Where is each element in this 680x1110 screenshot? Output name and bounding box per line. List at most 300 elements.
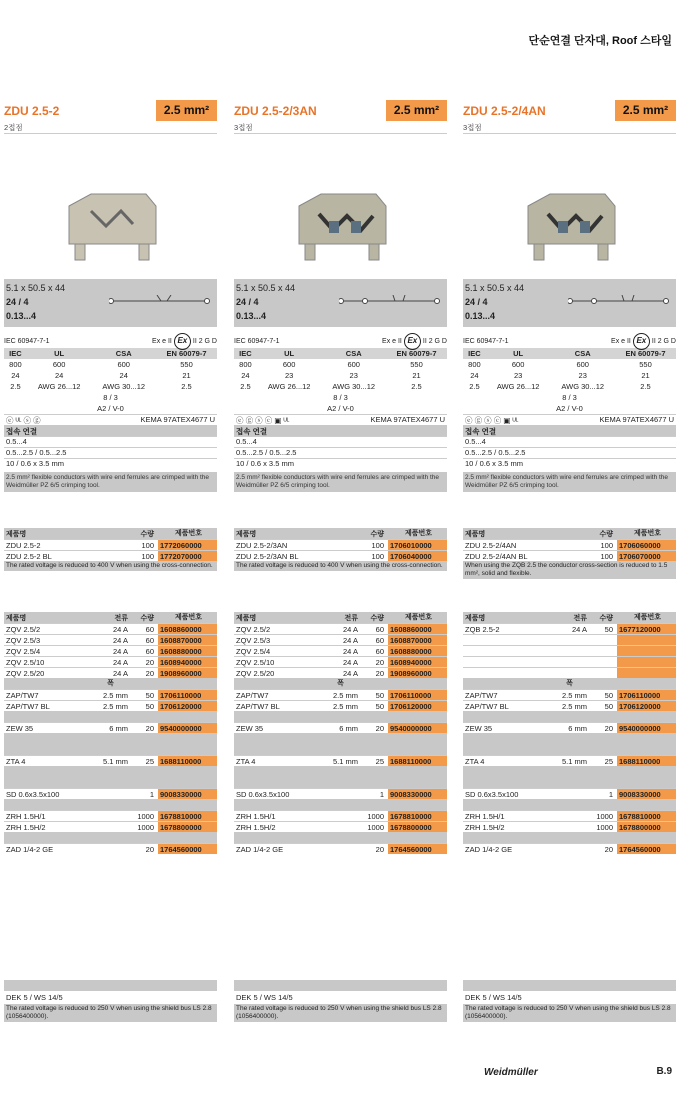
shield-note: The rated voltage is reduced to 250 V when using the shield bus LS 2.8 (1056400000). [463,1004,676,1022]
terminal-block-illustration [291,186,391,266]
acc-qty: 50 [375,690,384,700]
width-label: 폭 [463,678,676,689]
cross-connector-row [4,623,217,634]
acc-current: 24 A [112,646,128,656]
separator-bar [4,711,217,722]
separator-bar [463,777,676,788]
acc-number: 9008330000 [617,789,676,799]
acc-number: 1688110000 [158,756,217,766]
acc-number: 1678800000 [158,822,217,832]
acc-current: 5.1 mm [102,756,128,766]
ratings-cell: 800 [239,360,252,369]
acc-number: 1706110000 [158,690,217,700]
cross-connector-row [234,623,447,634]
acc-current: 2.5 mm [561,701,587,711]
order-number: 1772060000 [158,540,217,550]
acc-number: 9540000000 [617,723,676,733]
terminal-block-illustration [520,186,620,266]
acc-qty: 25 [604,756,613,766]
ratings-cell: 2.5 [640,382,651,391]
connection-spec: 0.5...2.5 / 0.5...2.5 [463,447,676,458]
ratings-cell: 550 [639,360,652,369]
ratings-cell: A2 / V-0 [97,404,124,413]
separator-bar [463,711,676,722]
crimp-note: 2.5 mm² flexible conductors with wire end ferrules are crimped with the Weidmüller PZ 6/5 crimping tool. [463,472,676,492]
order-col-qty: 수량 [599,530,613,538]
ratings-header: EN 60079-7 [625,349,666,358]
end-bracket-row [463,722,676,733]
cross-connector-row [4,656,217,667]
acc-number [617,657,676,667]
ratings-table [234,348,447,414]
acc-qty: 60 [375,646,384,656]
acc-qty: 1000 [137,811,154,821]
iec-standard: IEC 60947-7-1 [4,337,50,345]
acc-qty: 1000 [137,822,154,832]
iec-standard: IEC 60947-7-1 [234,337,280,345]
acc-col-name: 제품명 [465,614,486,622]
separator-bar [234,777,447,788]
order-number: 1706010000 [388,540,447,550]
ratings-cell: 21 [641,371,650,380]
order-qty: 100 [141,551,154,561]
acc-current: 24 A [112,624,128,634]
ratings-cell: 2.5 [181,382,192,391]
ratings-cell: 2.5 [10,382,21,391]
ratings-header: IEC [468,349,481,358]
ex-marking [382,333,447,350]
marker-section [4,980,217,1022]
ex-label: Ex e II [152,337,172,345]
ex-icon: Ex [633,333,650,350]
acc-name: ZRH 1.5H/2 [465,822,505,832]
ex-label: Ex e II [611,337,631,345]
acc-number: 1678810000 [158,811,217,821]
acc-name: ZRH 1.5H/1 [465,811,505,821]
ratings-cell: 800 [468,360,481,369]
ex-group: II 2 G D [422,337,447,345]
acc-current: 24 A [342,668,358,678]
connection-spec: 10 / 0.6 x 3.5 mm [4,458,217,469]
ex-label: Ex e II [382,337,402,345]
acc-number: 1608940000 [158,657,217,667]
acc-col-qty: 수량 [370,614,384,622]
acc-number: 1764560000 [158,844,217,854]
shield-note: The rated voltage is reduced to 250 V when using the shield bus LS 2.8 (1056400000). [234,1004,447,1022]
cross-connector-row [463,623,676,634]
separator-bar [234,766,447,777]
product-name: ZDU 2.5-2/3AN [234,103,317,118]
acc-number: 1678800000 [617,822,676,832]
acc-name: ZQV 2.5/3 [6,635,41,645]
acc-number: 9540000000 [388,723,447,733]
acc-name: ZRH 1.5H/2 [236,822,276,832]
acc-qty: 50 [604,701,613,711]
acc-qty: 1 [608,789,613,799]
ratings-cell: 550 [410,360,423,369]
product-image [4,134,217,279]
acc-col-name: 제품명 [6,614,27,622]
order-note: The rated voltage is reduced to 400 V when using the cross-connection. [234,561,447,571]
acc-qty: 50 [604,624,613,634]
acc-number: 1764560000 [617,844,676,854]
separator-bar [234,832,447,843]
product-name: ZDU 2.5-2 [4,103,60,118]
acc-current: 6 mm [568,723,587,733]
ratings-table [463,348,676,414]
separator-bar [234,711,447,722]
separator-bar [463,733,676,744]
acc-qty: 20 [375,844,384,854]
ratings-cell: 24 [119,371,128,380]
acc-name: SD 0.6x3.5x100 [6,789,60,799]
acc-name: ZAD 1/4-2 GE [6,844,54,854]
acc-name: SD 0.6x3.5x100 [236,789,290,799]
order-col-number: 제품번호 [174,530,203,537]
product-header [4,100,217,121]
contact-count: 2접점 [4,122,217,134]
acc-number: 1706120000 [617,701,676,711]
pitch-clamps: 24 / 4 [6,297,29,307]
end-plate-row [463,700,676,711]
order-row [4,550,217,561]
acc-qty: 25 [145,756,154,766]
test-adapter-row [234,755,447,766]
ratings-cell: 600 [576,360,589,369]
acc-number: 1764560000 [388,844,447,854]
cross-connector-row [234,656,447,667]
ex-marking [152,333,217,350]
ratings-cell: 23 [349,371,358,380]
order-note: When using the ZQB 2.5 the conductor cross-section is reduced to 1.5 mm², solid and flexible. [463,561,676,579]
order-name: ZDU 2.5-2/4AN BL [465,551,528,561]
ferrule-row [463,810,676,821]
acc-qty: 25 [375,756,384,766]
acc-name: ZQV 2.5/20 [6,668,45,678]
acc-number: 1706110000 [617,690,676,700]
adapter-row [4,843,217,854]
acc-number: 1678800000 [388,822,447,832]
acc-number: 1908960000 [388,668,447,678]
ex-group: II 2 G D [651,337,676,345]
separator-bar [4,832,217,843]
order-number: 1706070000 [617,551,676,561]
order-number: 1706040000 [388,551,447,561]
acc-number: 1706120000 [158,701,217,711]
acc-number [617,635,676,645]
acc-current: 24 A [342,635,358,645]
acc-qty: 50 [375,701,384,711]
cert-icons: ⓔ ⓖ ⓢ ⓒ ▣ ᵁᴸ [236,416,290,425]
order-name: ZDU 2.5-2/3AN [236,540,288,550]
acc-name: ZQV 2.5/10 [6,657,45,667]
separator-bar [4,744,217,755]
cross-connector-row [463,667,676,678]
acc-number: 1908960000 [158,668,217,678]
ratings-cell: 600 [282,360,296,369]
product-header [234,100,447,121]
width-label: 폭 [234,678,447,689]
kema-cert: KEMA 97ATEX4677 U [140,415,215,424]
separator-bar [4,766,217,777]
order-table [4,528,217,571]
acc-number: 1608870000 [158,635,217,645]
ratings-cell: 600 [52,360,66,369]
ratings-cell: 800 [9,360,22,369]
acc-current: 2.5 mm [332,690,358,700]
cross-connector-row [234,667,447,678]
acc-name: ZAP/TW7 [465,690,498,700]
ferrule-row [4,810,217,821]
dimensions: 5.1 x 50.5 x 44 [465,283,525,293]
acc-qty: 20 [375,723,384,733]
crimp-note: 2.5 mm² flexible conductors with wire end ferrules are crimped with the Weidmüller PZ 6/5 crimping tool. [234,472,447,492]
ratings-header: IEC [239,349,252,358]
acc-current: 2.5 mm [561,690,587,700]
ratings-cell: AWG 26...12 [37,382,81,391]
acc-name: ZAP/TW7 BL [6,701,50,711]
acc-current: 24 A [342,646,358,656]
acc-col-current: 전류 [344,614,358,622]
product-header [463,100,676,121]
iec-standard: IEC 60947-7-1 [463,337,509,345]
ratings-cell: AWG 30...12 [102,382,146,391]
cert-row [463,414,676,425]
marker-name: DEK 5 / WS 14/5 [6,993,63,1002]
connection-label: 접속 연결 [463,425,676,436]
cert-row [234,414,447,425]
pitch-clamps: 24 / 4 [236,297,259,307]
acc-name: ZAP/TW7 BL [236,701,280,711]
acc-qty: 20 [604,723,613,733]
order-col-name: 제품명 [6,530,27,538]
marker-name: DEK 5 / WS 14/5 [236,993,293,1002]
acc-qty: 50 [604,690,613,700]
acc-number: 9008330000 [158,789,217,799]
connection-spec: 0.5...4 [4,436,217,447]
acc-number: 1688110000 [617,756,676,766]
acc-name: ZAP/TW7 BL [465,701,509,711]
kema-cert: KEMA 97ATEX4677 U [370,415,445,424]
ratings-cell: 2.5 [240,382,251,391]
acc-current: 2.5 mm [332,701,358,711]
acc-current: 24 A [571,624,587,634]
end-plate-row [463,689,676,700]
order-table [234,528,447,571]
ratings-header: CSA [345,349,362,358]
product-image [234,134,447,279]
ratings-cell: 8 / 3 [333,393,348,402]
order-col-number: 제품번호 [404,530,433,537]
acc-name: ZQV 2.5/2 [6,624,41,634]
ratings-header: CSA [574,349,591,358]
acc-number: 1706110000 [388,690,447,700]
order-qty: 100 [600,540,613,550]
ratings-cell: 600 [117,360,130,369]
acc-number: 1608860000 [388,624,447,634]
test-adapter-row [463,755,676,766]
acc-name: ZRH 1.5H/2 [6,822,46,832]
adapter-row [234,843,447,854]
connection-spec: 10 / 0.6 x 3.5 mm [234,458,447,469]
ferrule-row [234,821,447,832]
acc-header [4,612,217,623]
product-image [463,134,676,279]
wiring-diagram [109,295,213,307]
separator-bar [4,733,217,744]
acc-name: ZRH 1.5H/1 [236,811,276,821]
acc-qty: 1000 [367,811,384,821]
cross-section-badge: 2.5 mm² [156,100,217,121]
connection-spec: 0.5...4 [463,436,676,447]
ratings-header: IEC [9,349,22,358]
adapter-row [463,843,676,854]
separator-bar [463,832,676,843]
screwdriver-row [463,788,676,799]
ratings-cell: 23 [284,371,294,380]
ratings-table [4,348,217,414]
acc-name: ZRH 1.5H/1 [6,811,46,821]
order-name: ZDU 2.5-2 [6,540,41,550]
accessories-table [234,612,447,854]
acc-number: 1608880000 [388,646,447,656]
ex-icon: Ex [174,333,191,350]
acc-name: ZQV 2.5/3 [236,635,271,645]
acc-number [617,646,676,656]
wiring-diagram [568,295,672,307]
acc-qty: 60 [145,635,154,645]
ratings-cell: 23 [513,371,523,380]
contact-count: 3접점 [463,122,676,134]
order-col-name: 제품명 [465,530,486,538]
acc-number: 1706120000 [388,701,447,711]
product-column [463,100,676,492]
order-col-qty: 수량 [140,530,154,538]
order-name: ZDU 2.5-2/3AN BL [236,551,299,561]
acc-number: 1608940000 [388,657,447,667]
acc-name: ZTA 4 [6,756,26,766]
connection-spec: 0.5...4 [234,436,447,447]
acc-current: 24 A [342,624,358,634]
order-row [463,550,676,561]
terminal-block-illustration [61,186,161,266]
end-plate-row [234,689,447,700]
ratings-header: UL [284,349,295,358]
acc-qty: 60 [375,635,384,645]
page-title: 단순연결 단자대, Roof 스타일 [528,35,672,47]
order-number: 1706060000 [617,540,676,550]
cert-icons: ⓔ ᵁᴸ ⓢ ⓖ [6,416,41,425]
ratings-cell: AWG 26...12 [496,382,540,391]
acc-qty: 20 [375,668,384,678]
end-plate-row [234,700,447,711]
separator-bar [463,980,676,991]
ratings-cell: AWG 26...12 [267,382,311,391]
acc-name: ZQB 2.5-2 [465,624,500,634]
acc-name: ZAD 1/4-2 GE [236,844,284,854]
acc-current: 24 A [112,635,128,645]
standards-row [4,334,217,348]
acc-header [463,612,676,623]
acc-name: ZQV 2.5/4 [236,646,271,656]
order-note: The rated voltage is reduced to 400 V when using the cross-connection. [4,561,217,571]
separator-bar [463,744,676,755]
ratings-cell: 2.5 [411,382,422,391]
order-col-number: 제품번호 [633,530,662,537]
ratings-cell: A2 / V-0 [327,404,354,413]
ratings-cell: 8 / 3 [103,393,118,402]
marker-section [463,980,676,1022]
standards-row [463,334,676,348]
acc-current: 5.1 mm [332,756,358,766]
ratings-header: EN 60079-7 [396,349,437,358]
acc-name: ZAD 1/4-2 GE [465,844,513,854]
cross-connector-row [463,634,676,645]
ex-group: II 2 G D [192,337,217,345]
acc-name: ZEW 35 [6,723,34,733]
standards-row [234,334,447,348]
clamp-range: 0.13...4 [465,311,496,321]
connection-label: 접속 연결 [234,425,447,436]
clamp-range: 0.13...4 [236,311,267,321]
ferrule-row [4,821,217,832]
order-table [463,528,676,579]
cross-connector-row [4,634,217,645]
ratings-cell: 600 [347,360,360,369]
ratings-cell: AWG 30...12 [561,382,605,391]
ratings-cell: 23 [578,371,587,380]
separator-bar [4,799,217,810]
order-qty: 100 [371,540,384,550]
acc-col-number: 제품번호 [633,614,662,621]
acc-number: 1677120000 [617,624,676,634]
order-header [234,528,447,539]
acc-qty: 1000 [596,811,613,821]
connection-spec: 0.5...2.5 / 0.5...2.5 [234,447,447,458]
acc-current: 24 A [112,668,128,678]
ratings-cell: 600 [511,360,525,369]
accessories-table [4,612,217,854]
acc-qty: 60 [145,646,154,656]
acc-number: 1608870000 [388,635,447,645]
order-qty: 100 [141,540,154,550]
acc-col-name: 제품명 [236,614,257,622]
cert-row [4,414,217,425]
acc-qty: 1000 [367,822,384,832]
ratings-cell: 24 [241,371,250,380]
order-number: 1772070000 [158,551,217,561]
acc-name: ZEW 35 [236,723,264,733]
separator-bar [234,744,447,755]
cross-connector-row [234,634,447,645]
weidmuller-logo: Weidmüller [484,1067,538,1078]
connection-spec: 0.5...2.5 / 0.5...2.5 [4,447,217,458]
acc-current: 2.5 mm [102,701,128,711]
order-col-name: 제품명 [236,530,257,538]
acc-qty: 50 [145,701,154,711]
separator-bar [463,766,676,777]
acc-qty: 20 [145,668,154,678]
order-row [4,539,217,550]
pitch-clamps: 24 / 4 [465,297,488,307]
ratings-cell: A2 / V-0 [556,404,583,413]
clamp-range: 0.13...4 [6,311,37,321]
acc-col-number: 제품번호 [404,614,433,621]
cross-connector-row [463,645,676,656]
wiring-diagram [339,295,443,307]
acc-name: ZAP/TW7 [6,690,39,700]
cross-section-badge: 2.5 mm² [615,100,676,121]
